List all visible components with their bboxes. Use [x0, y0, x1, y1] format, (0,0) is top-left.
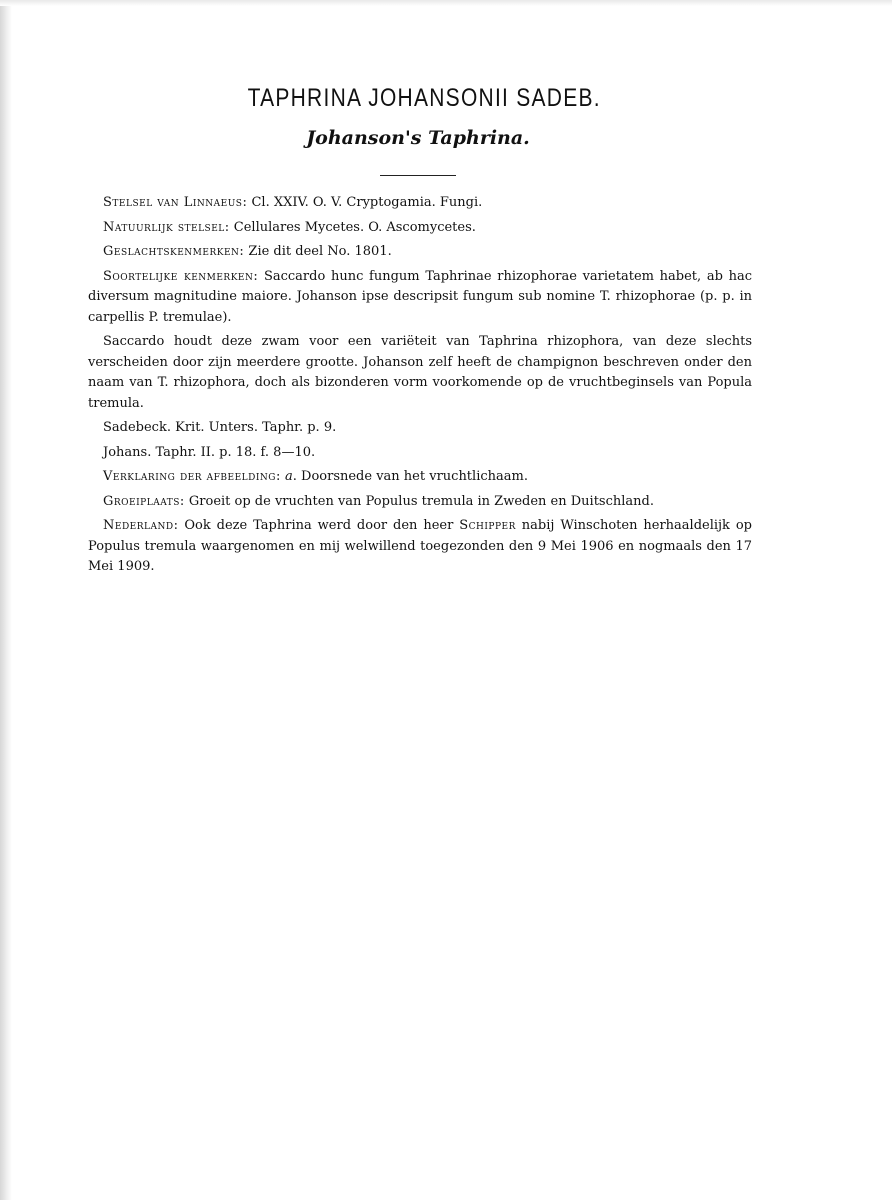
page-title: TAPHRINA JOHANSONII SADEB. — [247, 84, 601, 112]
geslachtskenmerken-text: Zie dit deel No. 1801. — [244, 244, 392, 259]
saccardo-paragraph: Saccardo houdt deze zwam voor een variëteit van Taphrina rhizophora, van deze slechts verscheiden door zijn meerdere grootte. Johanson zelf heeft de champignon beschreven onder den naam van T. rhizophora, doch als bizonderen vorm voorkomende op de vruchtbeginsels van Popula tremula. — [88, 334, 752, 411]
verklaring-entry — [88, 467, 752, 488]
page-subtitle: Johanson's Taphrina. — [306, 127, 530, 149]
title-divider — [380, 175, 456, 176]
natuurlijk-stelsel-entry — [88, 218, 752, 239]
reference-johanson: Johans. Taphr. II. p. 18. f. 8—10. — [103, 444, 316, 460]
soortelijke-kenmerken-entry — [88, 267, 752, 329]
stelsel-linnaeus-entry — [88, 193, 752, 214]
groeiplaats-entry — [88, 492, 752, 513]
nederland-entry — [88, 516, 752, 578]
nederland-text-end: nabij Winschoten herhaaldelijk op Populus tremula waargenomen en mij welwillend toegezonden den 9 Mei 1906 en nogmaals den 17 Mei 1909. — [88, 518, 752, 574]
nederland-label: Nederland: — [103, 518, 179, 533]
geslachtskenmerken-label: Geslachtskenmerken: — [103, 244, 245, 259]
stelsel-linnaeus-text: Cl. XXIV. O. V. Cryptogamia. Fungi. — [247, 195, 483, 210]
natuurlijk-stelsel-label: Natuurlijk stelsel: — [103, 219, 230, 235]
description-body — [88, 193, 752, 582]
verklaring-label: Verklaring der afbeelding: — [103, 469, 281, 484]
collector-name: Schipper — [459, 518, 516, 533]
stelsel-linnaeus-label: Stelsel van Linnaeus: — [103, 195, 248, 210]
groeiplaats-label: Groeiplaats: — [103, 493, 185, 509]
reference-sadebeck: Sadebeck. Krit. Unters. Taphr. p. 9. — [103, 420, 337, 435]
soortelijke-kenmerken-label: Soortelijke kenmerken: — [103, 268, 259, 284]
verklaring-text: . Doorsnede van het vruchtlichaam. — [292, 469, 528, 484]
nederland-text-start: Ook deze Taphrina werd door den heer — [178, 518, 460, 533]
page-edge-shadow — [0, 0, 12, 1200]
geslachtskenmerken-entry — [88, 242, 752, 263]
page-top-shadow — [0, 0, 892, 6]
natuurlijk-stelsel-text: Cellulares Mycetes. O. Ascomycetes. — [229, 219, 476, 235]
groeiplaats-text: Groeit op de vruchten van Populus tremula in Zweden en Duitschland. — [184, 493, 654, 509]
verklaring-figure-letter: a — [285, 469, 293, 484]
soortelijke-kenmerken-text: Saccardo hunc fungum Taphrinae rhizophorae varietatem habet, ab hac diversum magnitudine maiore. Johanson ipse descripsit fungum sub nomine T. rhizophorae (p. p. in carpellis P. tremulae). — [88, 268, 753, 325]
